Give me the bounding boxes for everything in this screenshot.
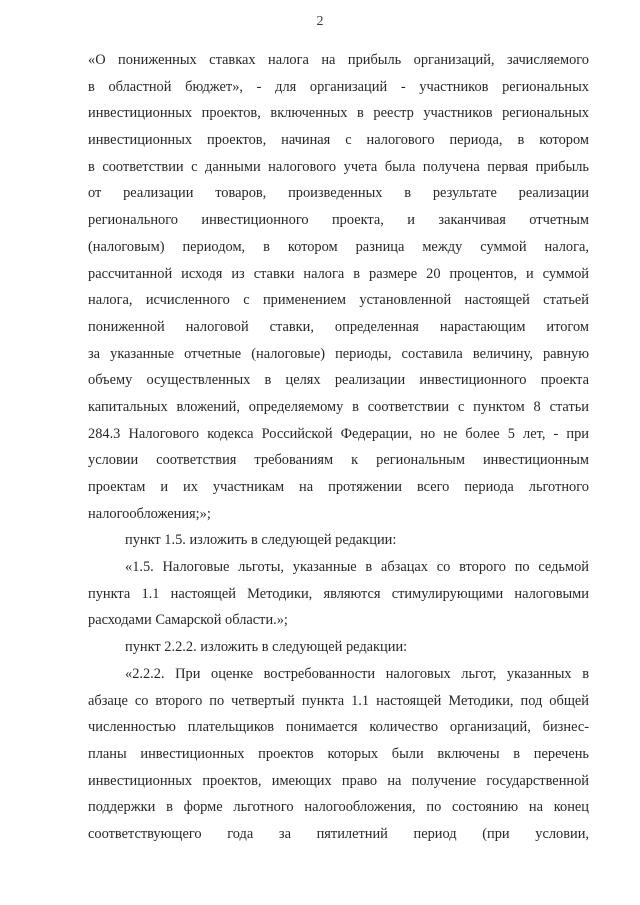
text-line: проектам и их участникам на протяжении всего периода льготного <box>88 479 589 495</box>
text-line: инвестиционных проектов, имеющих право на получение государственной <box>88 772 589 789</box>
text-line: условии соответствия требованиям к региональным инвестиционным <box>88 452 589 469</box>
text-line: объему осуществленных в целях реализации инвестиционного проекта <box>88 372 589 389</box>
text-line: рассчитанной исходя из ставки налога в размере 20 процентов, и суммой <box>88 265 589 282</box>
text-line: «О пониженных ставках налога на прибыль организаций, зачисляемого <box>88 52 589 68</box>
text-line: численностью плательщиков понимается количество организаций, бизнес- <box>88 719 589 736</box>
text-line: пункта 1.1 настоящей Методики, являются стимулирующими налоговыми <box>88 585 589 602</box>
text-line: (налоговым) периодом, в котором разница между суммой налога, <box>88 238 589 255</box>
text-line: налога, исчисленного с применением установленной настоящей статьей <box>88 292 589 309</box>
text-line: инвестиционных проектов, начиная с налогового периода, в котором <box>88 132 589 149</box>
text-line: «2.2.2. При оценке востребованности налоговых льгот, указанных в <box>125 665 589 682</box>
page-number: 2 <box>316 14 324 29</box>
text-line: поддержки в форме льготного налогообложения, по состоянию на конец <box>88 799 589 816</box>
text-line: пункт 1.5. изложить в следующей редакции: <box>125 532 397 549</box>
document-body <box>88 47 589 848</box>
text-line: расходами Самарской области.»; <box>88 612 288 629</box>
text-line: инвестиционных проектов, включенных в реестр участников региональных <box>88 105 589 122</box>
text-line: регионального инвестиционного проекта, и заканчивая отчетным <box>88 212 589 229</box>
text-line: соответствующего года за пятилетний период (при условии, <box>88 825 589 842</box>
text-line: планы инвестиционных проектов которых были включены в перечень <box>88 745 589 762</box>
text-line: абзаце со второго по четвертый пункта 1.1 настоящей Методики, под общей <box>88 692 589 709</box>
text-line: в соответствии с данными налогового учета была получена первая прибыль <box>88 158 589 175</box>
text-line: от реализации товаров, произведенных в результате реализации <box>88 185 589 202</box>
text-line: за указанные отчетные (налоговые) периоды, составила величину, равную <box>88 345 589 362</box>
text-line: в областной бюджет», - для организаций - участников региональных <box>88 78 589 95</box>
text-line: 284.3 Налогового кодекса Российской Федерации, но не более 5 лет, - при <box>88 425 589 442</box>
text-line: пониженной налоговой ставки, определенная нарастающим итогом <box>88 318 589 335</box>
text-line: пункт 2.2.2. изложить в следующей редакции: <box>125 639 408 656</box>
text-line: «1.5. Налоговые льготы, указанные в абзацах со второго по седьмой <box>125 559 589 576</box>
text-line: капитальных вложений, определяемому в соответствии с пунктом 8 статьи <box>88 398 589 415</box>
text-line: налогообложения;»; <box>88 505 211 522</box>
